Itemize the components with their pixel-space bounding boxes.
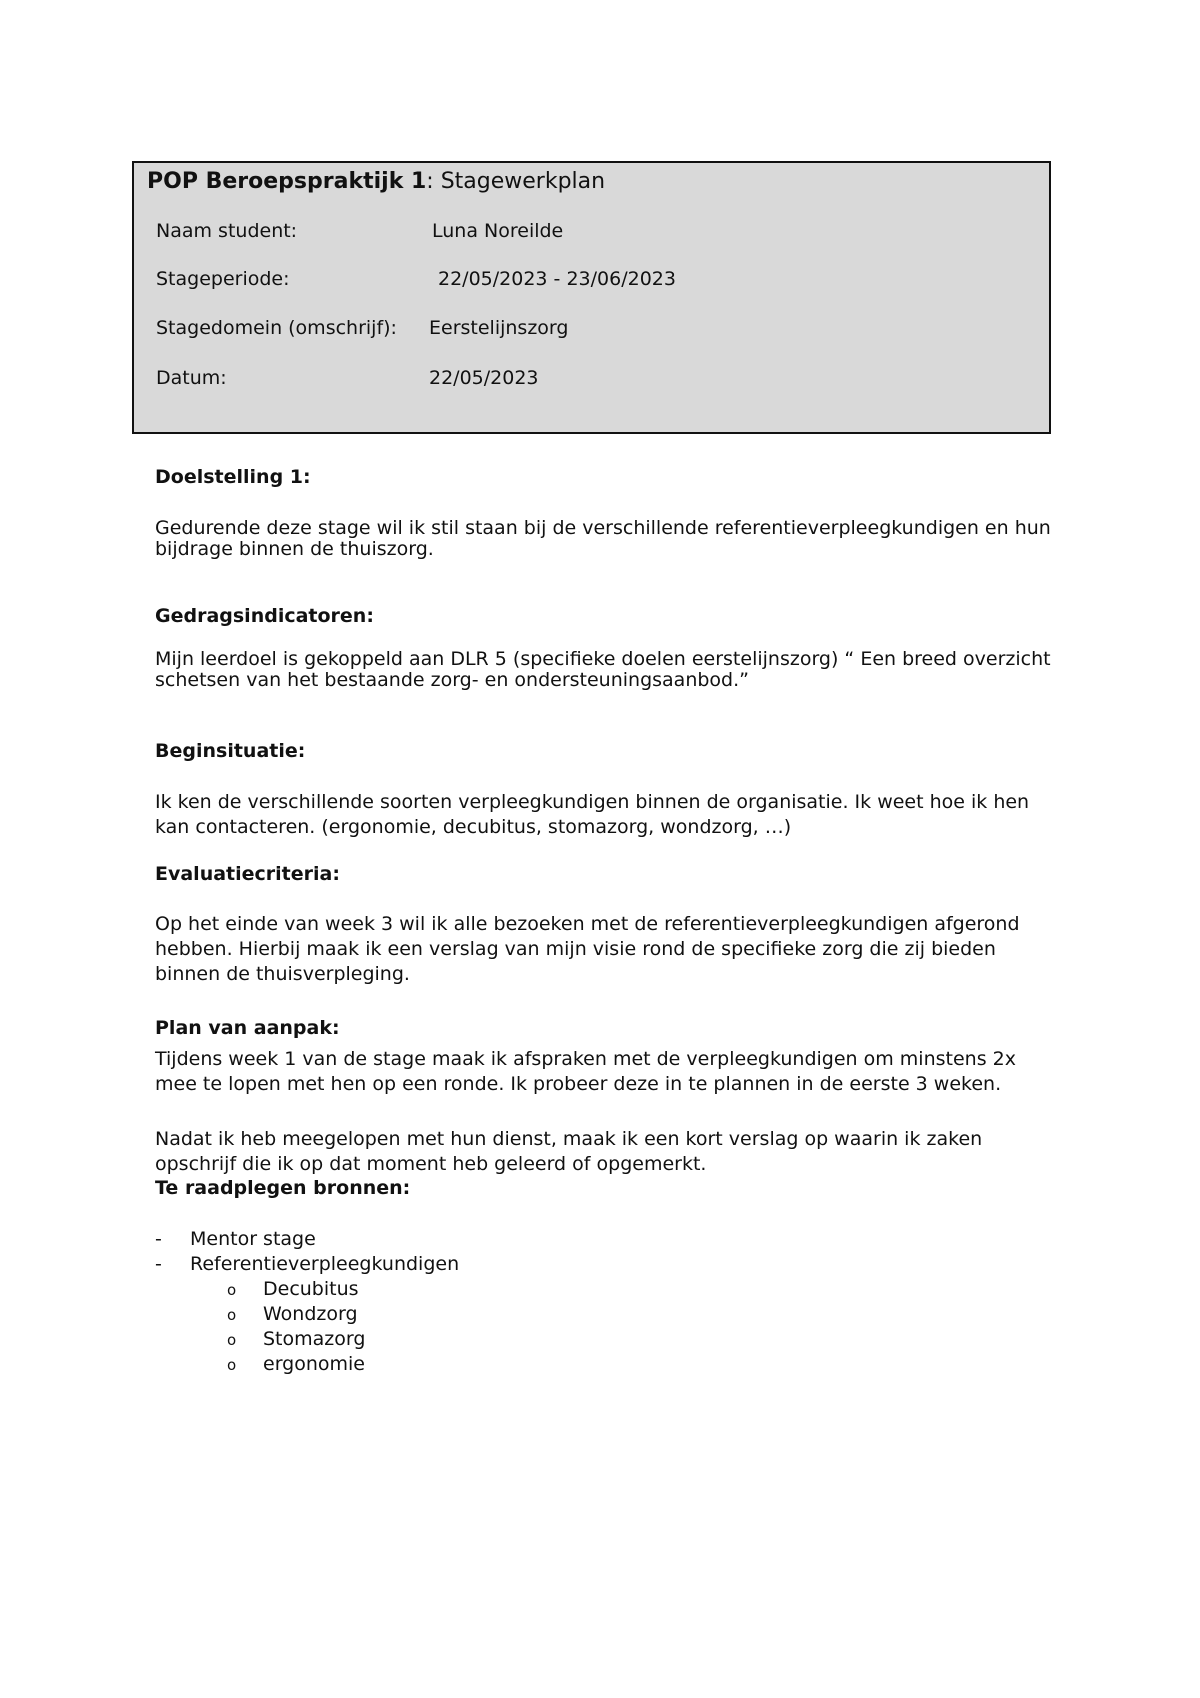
sub-list-item-text: Stomazorg	[263, 1328, 366, 1350]
field-label: Stageperiode:	[156, 268, 290, 290]
beginsituatie-text: Ik ken de verschillende soorten verpleegkundigen binnen de organisatie. Ik weet hoe ik hen kan contacteren. (ergonomie, decubitus, stomazorg, wondzorg, …)	[155, 791, 1030, 838]
field-value: Eerstelijnszorg	[429, 317, 569, 339]
doelstelling-heading: Doelstelling 1:	[155, 466, 311, 488]
plan-text-1: Tijdens week 1 van de stage maak ik afspraken met de verpleegkundigen om minstens 2x mee te lopen met hen op een ronde. Ik probeer deze in te plannen in de eerste 3 weken.	[155, 1048, 1016, 1095]
gedragsindicatoren-heading: Gedragsindicatoren:	[155, 605, 374, 627]
circle-bullet: o	[227, 1281, 237, 1299]
evaluatiecriteria-heading: Evaluatiecriteria:	[155, 863, 340, 885]
sub-list-item-text: Decubitus	[263, 1278, 359, 1300]
doelstelling-text: Gedurende deze stage wil ik stil staan bij de verschillende referentieverpleegkundigen en hun bijdrage binnen de thuiszorg.	[155, 517, 1051, 560]
plan-text-2: Nadat ik heb meegelopen met hun dienst, maak ik een kort verslag op waarin ik zaken opschrijf die ik op dat moment heb geleerd of opgemerkt.	[155, 1128, 983, 1175]
field-label: Naam student:	[156, 220, 298, 242]
beginsituatie-heading: Beginsituatie:	[155, 740, 306, 762]
field-value: 22/05/2023	[429, 367, 539, 389]
title-bold-part: POP Beroepspraktijk 1	[147, 169, 427, 194]
gedragsindicatoren-text: Mijn leerdoel is gekoppeld aan DLR 5 (specifieke doelen eerstelijnszorg) “ Een breed overzicht schetsen van het bestaande zorg- en ondersteuningsaanbod.”	[155, 648, 1051, 691]
header-box	[132, 161, 1051, 434]
circle-bullet: o	[227, 1331, 237, 1349]
field-label: Stagedomein (omschrijf):	[156, 317, 397, 339]
field-value: Luna Noreilde	[432, 220, 564, 242]
field-value: 22/05/2023 - 23/06/2023	[438, 268, 676, 290]
title-rest-part: : Stagewerkplan	[426, 169, 606, 194]
sub-list-item-text: ergonomie	[263, 1353, 365, 1375]
sub-list-item-text: Wondzorg	[263, 1303, 358, 1325]
evaluatiecriteria-text: Op het einde van week 3 wil ik alle bezoeken met de referentieverpleegkundigen afgerond hebben. Hierbij maak ik een verslag van mijn visie rond de specifieke zorg die zij bieden binnen de thuisverpleging.	[155, 913, 1020, 985]
circle-bullet: o	[227, 1356, 237, 1374]
field-label: Datum:	[156, 367, 227, 389]
list-item-text: Mentor stage	[190, 1228, 316, 1250]
circle-bullet: o	[227, 1306, 237, 1324]
dash-bullet: -	[155, 1253, 162, 1275]
document-title	[147, 169, 605, 194]
bronnen-heading: Te raadplegen bronnen:	[155, 1177, 411, 1199]
plan-heading: Plan van aanpak:	[155, 1017, 340, 1039]
dash-bullet: -	[155, 1228, 162, 1250]
list-item-text: Referentieverpleegkundigen	[190, 1253, 460, 1275]
